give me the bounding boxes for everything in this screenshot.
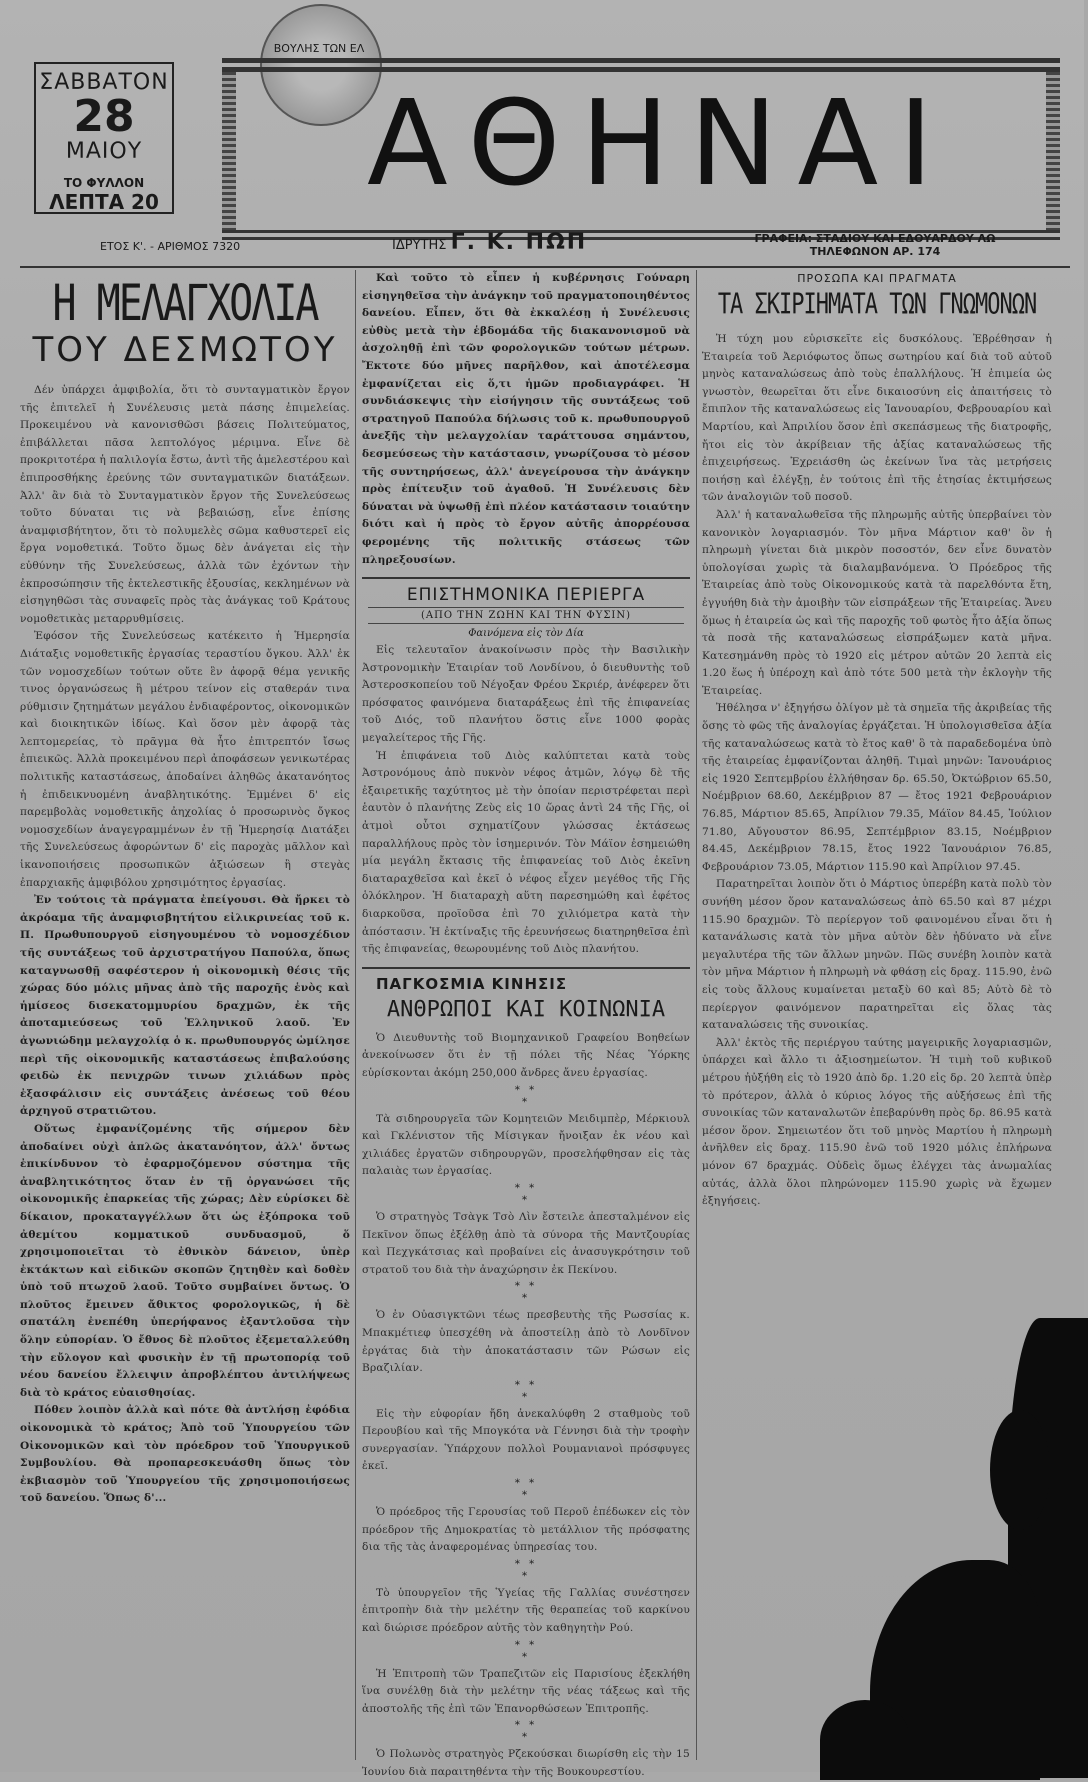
separator-stars-icon: * * *: [514, 1182, 538, 1206]
offices-phone: ΤΗΛΕΦΩΝΟΝ ΑΡ. 174: [809, 245, 941, 258]
column-ornament-right: [1046, 72, 1060, 230]
separator-stars-icon: * * *: [514, 1639, 538, 1663]
article-paragraph: Παρατηρεῖται λοιπὸν ὅτι ὁ Μάρτιος ὑπερέβη κατὰ πολὺ τὸν συνήθη μέσον ὅρον καταναλώσεως ἀπὸ 65.50 καὶ 87 μέχρι 115.90 δραχμῶν. Τὸ περίεργον τοῦ φαινομένου εἶναι ὅτι ἡ κατανάλωσις κατὰ τὸν μῆνα αὐτὸν δὲν ἠδύνατο νὰ εἶνε μεγαλυτέρα τῆς τῶν ἄλλων μηνῶν. Πῶς συνέβη λοιπὸν κατὰ τὸν μῆνα Μάρτιον ἡ πληρωμὴ νὰ φθάσῃ εἰς δραχ. 115.90, ἐνῶ εἰς τοὺς ἄλλους κυμαίνεται μεταξὺ 60 καὶ 85; Αὐτὸ δὲ τὸ περίεργον φαινόμενον παρατηρεῖται εἰς ὅλας τὰς καταναλώσεις τῆς συνοικίας.: [702, 878, 1052, 1032]
section-divider: [362, 577, 690, 579]
separator-stars-icon: * * *: [514, 1720, 538, 1744]
separator-stars-icon: * * *: [514, 1478, 538, 1502]
founder-prefix: ΙΔΡΥΤΗΣ: [392, 238, 447, 253]
article-paragraph: Ἀλλ' ἡ καταναλωθεῖσα τῆς πληρωμῆς αὐτῆς ὑπερβαίνει τὸν κανονικὸν λογαριασμόν. Τὸν μῆνα Μάρτιον καθ' ὃν ἡ πληρωμὴ γίνεται διὰ μικρὸν ποσοστόν, δεν εἶνε δυνατὸν ὑπολογίσαι χωρὶς τὰ διαλαμβανόμενα. Ὁ Πρόεδρος τῆς Ἑταιρείας ἀπὸ τοὺς Οἰκονομικούς κατὰ τὰ παρελθόντα ἔτη, ἐγγυήθη διὰ τὴν ἀμοιβὴν τῶν εἰσπράξεων τῆς Ἑταιρείας. Ἄνευ ὅμως ἡ ἐταιρεία ὡς καὶ τῆς παροχῆς τοῦ φωτὸς ἦτο ἀξία ὅπως τὰ ποσὰ τῆς καταναλώσεως εἰσπράξωμεν κατὰ μῆνα. Κατεσημάνθη πρὸς τὸ 1920 εἰς μέτρον αὐτῶν 20 λεπτὰ εἰς 1.20 ἕως ἡ ὑπέροχη καὶ ἀπὸ τότε 500 μετὰ τὴν ἐκλογὴν τῆς Ἑταιρείας.: [702, 508, 1052, 697]
news-item: Εἰς τὴν εὐφορίαν ἤδη ἀνεκαλύφθη 2 σταθμοὺς τοῦ Περουβίου καὶ τῆς Μπογκότα νὰ Γέννησι διὰ τὴν τροφὴν συνεργασίαν. Ὑπάρχουν πολλοὶ Ρουμανιανοὶ πρόσφυγες ἐκεῖ.: [362, 1407, 690, 1473]
info-row: [20, 226, 1070, 268]
news-item: Ὁ Διευθυντὴς τοῦ Βιομηχανικοῦ Γραφείου Βοηθείων ἀνεκοίνωσεν ὅτι ἐν τῇ πόλει τῆς Νέας Ὑόρκης εὑρίσκονται ἀκόμη 250,000 ἄνδρες ἄνευ ἐργασίας.: [362, 1031, 690, 1079]
column-rule: [355, 270, 356, 1760]
right-headline: ΤΑ ΣΚΙΡΙΗΜΑΤΑ ΤΩΝ ΓΝΩΜΟΝΩΝ: [717, 289, 1037, 322]
science-title: Φαινόμενα εἰς τὸν Δία: [468, 628, 584, 640]
article-paragraph: Δέν ὑπάρχει ἀμφιβολία, ὅτι τὸ συνταγματικὸν ἔργον τῆς ἐπιτελεῖ ἡ Συνέλευσις μετὰ πάσης ἐπιμελείας. Προκειμένου νὰ κανονισθῶσι βάσεις Πολιτεύματος, ἐπιβάλλεται πᾶσα λεπτολόγος μέριμνα. Εἶνε δὲ προκριτοτέρα ἡ παλιλογία ἔστω, ἀντὶ τῆς ἀμελεστέρου καὶ ἐπιπροσθήκης ἐρεύνης τῶν συνταγματικῶν διατάξεων. Ἀλλ' ἂν διὰ τὸ Συνταγματικὸν ἔργον τῆς Συνελεύσεως τοῦτο δύναται τις νὰ βεβαιώσῃ, εἶνε ἐπίσης ἀναμφισβήτητον, ὅτι τὸ πολυμελὲς σῶμα καθυστερεῖ εἰς ἔργα νομοθετικά. Τοῦτο ὅμως δὲν ἀνάγεται εἰς τὴν εὐθύνην τῆς Συνελεύσεως, ἀλλὰ τῶν ἐχόντων τὴν ἐκπροσώπησιν τῆς ἐκτελεστικῆς ἐξουσίας, κεκλημένων νὰ εἰσηγηθῶσι τὰς συναφεῖς πρὸς τὰς ἀνάγκας τοῦ Κράτους νομοθετικὰς μεταρρυθμίσεις.: [20, 384, 350, 625]
news-item: Τὰ σιδηρουργεῖα τῶν Κομητειῶν Μειδιμπὲρ, Μέρκιουλ καὶ Γκλένιστον τῆς Μίσιγκαν ἤνοιξαν ἐκ νέου καὶ χιλιάδες ἐργατῶν σιδηρουργῶν, προσελήφθησαν εἰς τὰς παλαιὰς των ἐργασίας.: [362, 1112, 690, 1178]
editorial-headline-bottom: ΤΟΥ ΔΕΣΜΩΤΟΥ: [32, 330, 338, 370]
article-paragraph: Ἠθέλησα ν' ἐξηγήσω ὀλίγον μὲ τὰ σημεῖα τῆς ἀκριβείας τῆς ὅσης τὸ φῶς τῆς ἀναλογίας ἐργάζεται. Ἡ ὑπολογισθεῖσα ἀξία τῆς καταναλώσεως κατὰ τὸ ἔτος καθ' ὃ τὰ παραδεδομένα ὑπὸ τῆς ἑταιρείας ἐμφανίζονται ἀληθῆ. Τιμαὶ μηνῶν: Ἰανουάριος εἰς 1920 Σεπτεμβρίου ἐλλήθησαν δρ. 65.50, Ὀκτώβριον 65.50, Νοέμβριον 68.60, Δεκέμβριον 87 — ἔτος 1921 Φεβρουάριον 76.85, Μάρτιον 85.65, Ἀπρίλιον 79.35, Μάϊον 84.45, Ἰούλιον 71.80, Αὔγουστον 86.95, Σεπτέμβριον 83.15, Νοέμβριον 84.45, Δεκέμβριον 78.15, ἔτος 1922 Ἰανουάριον 76.85, Φεβρουάριον 73.05, Μάρτιον 115.90 καὶ Ἀπρίλιον 97.45.: [702, 702, 1052, 873]
column-editorial: [20, 270, 350, 1760]
founder: [392, 230, 587, 255]
paper-damage-stain: [990, 1410, 1050, 1530]
article-paragraph: Ἀλλ' ἐκτὸς τῆς περιέργου ταύτης μαγειρικῆς λογαριασμῶν, ὑπάρχει καὶ ἄλλο τι ἀξιοσημείωτον. Ἡ τιμὴ τοῦ κυβικοῦ μέτρου ἠὐξήθη εἰς τὸ 1920 ἀπὸ δρ. 1.20 εἰς δρ. 20 λεπτὰ ὑπὲρ τὸ πρότερον, ἀλλὰ ὁ κύριος λόγος τῆς αὐξήσεως ἐπὶ τῆς συνοικίας τῶν καταναλωτῶν ἐπεβαρύνθη πρὸς δρ. 86.95 κατὰ μέσον ὅρον. Σημειωτέον ὅτι τοῦ μηνὸς Μαρτίου ἡ πληρωμὴ ἀνῆλθεν εἰς δραχ. 115.90 ἐνῶ τοῦ 1920 μόλις ἐπλήρωνα μόνον 67 δραχμάς. Οὐδεὶς ὅμως ἐλέγχει τὰς ἀνωμαλίας αὐτάς, ἀλλὰ ὅλοι πληρώνομεν 115.90 χωρὶς νὰ ἔχωμεν ἐξηγήσεις.: [702, 1036, 1052, 1208]
column-right: [702, 270, 1052, 1760]
editorial-headline-top: Η ΜΕΛΑΓΧΟΛΙΑ: [52, 274, 318, 333]
section-kicker: ΠΡΟΣΩΠΑ ΚΑΙ ΠΡΑΓΜΑΤΑ: [797, 272, 957, 285]
year-issue: ΕΤΟΣ Κ'. - ΑΡΙΘΜΟΣ 7320: [100, 240, 241, 253]
article-paragraph: Οὕτως ἐμφανίζομένης τῆς σήμερον δὲν ἀποδαίνει οὐχὶ ἁπλῶς ἀκατανόητον, ἀλλ' ὄντως ἐπικίνδυνον τὸ ἐφαρμοζόμενον σύστημα τῆς ἀναβλητικότητος ὅταν ἐν τῇ ὀργανώσει τῆς οἰκονομικῆς ἐπαρκείας τῆς χώρας; Δὲν εὑρίσκει δὲ δίκαιον, προκαταγγέλλων ὅτι ὡς ἐξόπροκα τοῦ ἀθεμίτου κομματικοῦ συνδυασμοῦ, ὅ χρησιμοποιεῖται τὸ ἐθνικὸν δάνειον, ὑπὲρ ἐκτάκτων καὶ εἰδικῶν σκοπῶν ζητηθὲν καὶ δοθὲν ὑπὸ τοῦ πτωχοῦ λαοῦ. Τοῦτο συμβαίνει ὄντως. Ὁ πλοῦτος ἔμεινεν ἄθικτος φορολογικῶς, ἡ δὲ σπατάλη ἐνεπέθη ὑπερήφανος ἐξαντλοῦσα τὴν ὅλην εὐπορίαν. Ὁ ἔθνος δὲ πλοῦτος ἐξεμεταλλεύθη τὴν εὔλογον καὶ φυσικὴν ἐν τῇ πρωτοπορίᾳ τοῦ νέου δανείου ἔλλειψιν ἀπροβλέπτου ἀντιλήψεως διὰ τὸ κράτος εὐαισθησίας.: [20, 1122, 350, 1399]
article-paragraph: Πόθεν λοιπὸν ἀλλὰ καὶ πότε θὰ ἀντλήσῃ ἐφόδια οἰκονομικὰ τὸ κράτος; Ἀπὸ τοῦ Ὑπουργείου τῶν Οἰκονομικῶν καὶ τὸν πρόεδρον τοῦ Ὑπουργικοῦ Συμβουλίου. Θὰ προπαρεσκευάσθη ὅπως τὸν ἐκβιασμὸν τοῦ Ὑπουργείου τῆς χρησιμοποιήσεως τοῦ δανείου. Ὅπως δ'...: [20, 1404, 350, 1505]
article-paragraph: Ἐν τούτοις τὰ πράγματα ἐπείγουσι. Θὰ ἤρκει τὸ ἀκρόαμα τῆς ἀναμφισβητήτου εἰλικρινείας τοῦ κ. Π. Πρωθυπουργοῦ εἰσηγουμένου τὸ νομοσχέδιον τῆς συντάξεως τοῦ ἀρχιστρατήγου Παπούλα, ὅπως καταγνωσθῇ σαφέστερον ἡ οἰκονομικὴ θέσις τῆς χώρας δύο μόλις μῆνας ἀπὸ τῆς παροχῆς ἑνὸς καὶ ἡμίσεος δισεκατομμυρίου δραχμῶν, ἐκ τῆς ἀποταμιεύσεως τοῦ Ἑλληνικοῦ λαοῦ. Ἐν ἀγωνιώδημ μελαγχολίᾳ ὁ κ. πρωθυπουργός ὡμίλησε περὶ τῆς οἰκονομικῆς καταστάσεως ἐπιβαλούσης φειδὼ ἐκ πενιχρῶν τινων χιλιάδων πρὸς ἐξασφάλισιν εἰς συντάξεις ἀνέσεως τοῦ θέου ἀρχηγοῦ στρατιῶτου.: [20, 894, 350, 1118]
column-middle: [362, 270, 690, 1778]
news-item: Ὁ πρόεδρος τῆς Γερουσίας τοῦ Περοῦ ἐπέδωκεν εἰς τὸν πρόεδρον τῆς Δημοκρατίας τὸ μετάλλιον τῆς πρόσφατης δια τῆς τὰς ἀναφερομένας ὑπηρεσίας του.: [362, 1506, 690, 1554]
date-box: [34, 62, 174, 214]
weekday: ΣΑΒΒΑΤΟΝ: [39, 70, 169, 95]
article-paragraph: Ἡ τύχη μου εὑρισκεῖτε εἰς δυσκόλους. Ἐβρέθησαν ἡ Ἑταιρεία τοῦ Ἀεριόφωτος ὅπως σωτηρίου καί διὰ τοῦ αὐτοῦ μηνὸς καταναλώσεως ἀπὸ τοὺς ἐπαλλήλους. Ἡ ἐπιμεία ὡς γνωστὸν, θεωρεῖται ὅτι εἶνε δικαιοσύνη εἰς ἀπαιτήσεις τὸ ἔπιπλον τῆς καταναλώσεως εἰς Ἰανουαρίου, Φεβρουαρίου καὶ Μαρτίου, καὶ Ἀπριλίου ὅσον ἐπὶ σκεπάσμεως τῆς διατροφῆς, ἤτοι εἰς τὸν ἀκρίβειαν τῆς ἀξίας καταναλώσεως τῆς ἐπιχειρήσεως. Ἐχρειάσθη ὡς ἐκείνων ἵνα τὰς μετρήσεις ποιήσῃ καὶ ἐλέγξῃ, ἐν τούτοις ἐπὶ τῆς ἐτησίας ἐκτιμήσεως τῶν ἀναλογιῶν τοῦ ποσοῦ.: [702, 333, 1052, 504]
article-paragraph: Καὶ τοῦτο τὸ εἶπεν ἡ κυβέρνησις Γούναρη εἰσηγηθεῖσα τὴν ἀνάγκην τοῦ πραγματοποιηθέντος δανείου. Εἶπεν, ὅτι θὰ ἐκκαλέσῃ ἡ Συνέλευσις εὐθὺς μετὰ τὴν ἑβδομάδα τῆς διακανονισμοῦ νὰ ἀσχοληθῇ ἐπὶ τῶν φορολογικῶν τούτων μέτρων. Ἔκτοτε δύο μῆνες παρῆλθον, καὶ ἀποτέλεσμα ἐμφανίζεται εἰς ὅ,τι ἡμῶν προδιαγράφει. Ἡ συνδιάσκεψις τὴν εἰσήγησιν τῆς συντάξεως τοῦ στρατηγοῦ Παπούλα δήλωσις τοῦ κ. πρωθυπουργοῦ ἀνεξῆς τὴν μελαγχολίαν ταράττουσα σημάντου, δεσμεύσεως τὴν κατάστασιν, γνωρίζουσα τὸ μέσον τῆς συντηρήσεως, ἀλλ' ἀνεγείρουσα τὴν ἀνάγκην πρὸς ἐπίτευξιν τοῦ ἀγαθοῦ. Ἡ Συνέλευσις δὲν δύναται νὰ ὑψωθῇ ἐπὶ πλέον κατάστασιν τοιαύτην διότι καὶ ἡ πρὸς τὸ ἔργον αὐτῆς ἀπορρέουσα φερομένης τῆς πολιτικῆς στάσεως τῶν πληρεξουσίων.: [362, 272, 690, 566]
newspaper-title: ΑΘΗΝΑΙ: [366, 74, 954, 212]
article-paragraph: Εἰς τελευταῖον ἀνακοίνωσιν πρὸς τὴν Βασιλικὴν Ἀστρονομικὴν Ἑταιρίαν τοῦ Λονδίνου, ὁ διευθυντὴς τοῦ Ἀστεροσκοπείου τοῦ Νέγοξαν Φρέου Σκριέρ, ἀνέφερεν ὅτι πρόσφατος φαινόμενα διαταράξεως ἐπὶ τῆς ἐπιφανείας τοῦ Διός, τοῦ πλανήτου ὅστις εἶνε 1000 φορὰς μεγαλείτερος τῆς Γῆς.: [362, 644, 690, 745]
section-divider: [362, 967, 690, 969]
separator-stars-icon: * * *: [514, 1558, 538, 1582]
global-section-heading: ΠΑΓΚΟΣΜΙΑ ΚΙΝΗΣΙΣ: [376, 974, 568, 993]
separator-stars-icon: * * *: [514, 1084, 538, 1108]
science-section-heading: ΕΠΙΣΤΗΜΟΝΙΚΑ ΠΕΡΙΕΡΓΑ: [406, 585, 646, 606]
news-item: Ὁ Πολωνὸς στρατηγὸς Ρζεκούσκαι διωρίσθη εἰς τὴν 15 Ἰουνίου διὰ παραιτηθέντα τὴν τῆς Βουκουρεστίου.: [362, 1748, 690, 1778]
founder-name: Γ. Κ. ΠΩΠ: [450, 230, 588, 255]
month: ΜΑΙΟΥ: [65, 139, 143, 164]
news-item: Ὁ στρατηγὸς Τσὰγκ Τσὸ Λὶν ἔστειλε ἀπεσταλμένον εἰς Πεκῖνον ὅπως ἐξέλθῃ ἀπὸ τὰ σύνορα τῆς Μαντζουρίας καὶ Πεχγκάτσιας καὶ προβαίνει εἰς ἀνασυγκρότησιν τοῦ στρατοῦ του διὰ τὴν ἀναχώρησιν ἐκ Πεκίνου.: [362, 1210, 690, 1276]
price: ΛΕΠΤΑ 20: [49, 190, 159, 214]
issue-label: ΤΟ ΦΥΛΛΟΝ: [63, 176, 145, 190]
date-number: 28: [73, 91, 135, 142]
article-paragraph: Ἡ ἐπιφάνεια τοῦ Διὸς καλύπτεται κατὰ τοὺς Ἀστρονόμους ἀπὸ πυκνὸν νέφος ἀτμῶν, λόγῳ δὲ τῆς ἐξαιρετικῆς ταχύτητος μὲ τὴν ὁποίαν περιστρέφεται περὶ ἑαυτὸν ὁ πλανήτης Ζεὺς εἰς 10 ὥρας ἀντὶ 24 τῆς Γῆς, οἱ ἀτμοὶ οὗτοι σχηματίζουν γλώσσας ἐκτάσεως παραλλήλους πρὸς τὸν ἰσημερινόν. Τὸν Μάϊον ἐσημειώθη μία μεγάλη ἔκτασις τῆς ἐπιφανείας τοῦ Διὸς ἐκεῖνη διαταραχθεῖσα καὶ ἐκεῖ ὁ νέφος εἶχεν μεγέθος τῆς Γῆς ὁλόκληρον. Ἡ διαταραχὴ αὕτη παρεσημώθη καὶ ἐφέτος διαρκοῦσα, προϊοῦσα ἐπὶ 70 χιλιόμετρα κατὰ τὴν ἀπόστασιν. Ἡ ἐκτίναξις τῆς ἐρευνήσεως διατηρηθεῖσα ἐπὶ τῆς ἐπιφανείας, θεωρουμένης τοῦ Διὸς πλανήτου.: [362, 749, 690, 956]
article-paragraph: Ἐφόσον τῆς Συνελεύσεως κατέκειτο ἡ Ἡμερησία Διάταξις νομοθετικῆς ἐργασίας τεραστίου ὄγκου. Ἀλλ' ἐκ τῶν νομοσχεδίων τούτων οὔτε ἓν ἀφορᾷ θέμα γενικῆς τινος ὀργανώσεως ἢ μέτρου τείνον εἰς σταθεράν τινα ρύθμισιν ζητημάτων μεγάλου ἐνδιαφέροντος, οἰκονομικῶν καὶ διοικητικῶν ἰδίως. Καὶ ὅσον μὲν ἀφορᾷ τὰς λεπτομερείας, τὸ πρᾶγμα θὰ ἦτο ἐπιτρεπτόν ἴσως ἐπιεικῶς. Ἀλλὰ προκειμένου περὶ ἀποφάσεων γενικωτέρας πολιτικῆς καταστάσεως, ἀποδαίνει ἀληθῶς ἀκατανόητος ἡ ἐπιδεικνυομένη ἀναβλητικότης. Ἐμμένει δ' εἰς παρεμβολὰς νομοθετικῆς ἀηχολίας ὁ προσωρινὸς ὄγκος νομοσχεδίων ἀναγεγραμμένων ἐν τῇ Ἡμερησίᾳ Διατάξει τῆς Συνελεύσεως ἀφορώντων δ' εἰς παροχὰς μᾶλλον καὶ ἱκανοποιήσεις προσωπικῶν ἀξιώσεων ἢ στεγὰς ἐπαρχιακῆς ἀμφιβόλου χρησιμότητος ἐργασίας.: [20, 630, 350, 889]
offices-address: ΓΡΑΦΕΙΑ: ΣΤΑΔΙΟΥ ΚΑΙ ΕΔΟΥΑΡΔΟΥ ΛΩ: [754, 232, 996, 245]
offices: [710, 232, 1040, 258]
column-ornament-left: [222, 72, 236, 230]
news-item: Ἡ Ἐπιτροπὴ τῶν Τραπεζιτῶν εἰς Παρισίους ἐξεκλήθη ἵνα συνέλθῃ διὰ τὴν μελέτην τῆς νέας τάξεως καὶ τῆς ἀποστολῆς τῆς ἐπὶ τῶν Ἐπανορθώσεων Ἐπιτροπῆς.: [362, 1667, 690, 1715]
column-rule: [696, 270, 697, 1760]
stamp-text: ΒΟΥΛΗΣ ΤΩΝ ΕΛ: [273, 42, 365, 55]
paper-damage-stain: [820, 1700, 910, 1780]
separator-stars-icon: * * *: [514, 1281, 538, 1305]
global-section-title: ΑΝΘΡΩΠΟΙ ΚΑΙ ΚΟΙΝΩΝΙΑ: [386, 996, 666, 1022]
news-item: Τὸ ὑπουργεῖον τῆς Ὑγείας τῆς Γαλλίας συνέστησεν ἐπιτροπὴν διὰ τὴν μελέτην τῆς θεραπείας τοῦ καρκίνου καὶ διώρισε πρόεδρον αὐτῆς τὸν καθηγητὴν Ρού.: [362, 1586, 690, 1635]
separator-stars-icon: * * *: [514, 1379, 538, 1403]
science-subheading: (ΑΠΟ ΤΗΝ ΖΩΗΝ ΚΑΙ ΤΗΝ ΦΥΣΙΝ): [368, 607, 684, 624]
news-item: Ὁ ἐν Οὐασιγκτῶνι τέως πρεσβευτὴς τῆς Ρωσσίας κ. Μπακμέτιεφ ὑπεσχέθη νὰ ἀποστείλῃ ἀπὸ τὸ Λονδῖνον ἐργάτας διὰ τὴν ἀποκατάστασιν τῶν Ρώσων εἰς Βραζιλίαν.: [362, 1309, 690, 1375]
